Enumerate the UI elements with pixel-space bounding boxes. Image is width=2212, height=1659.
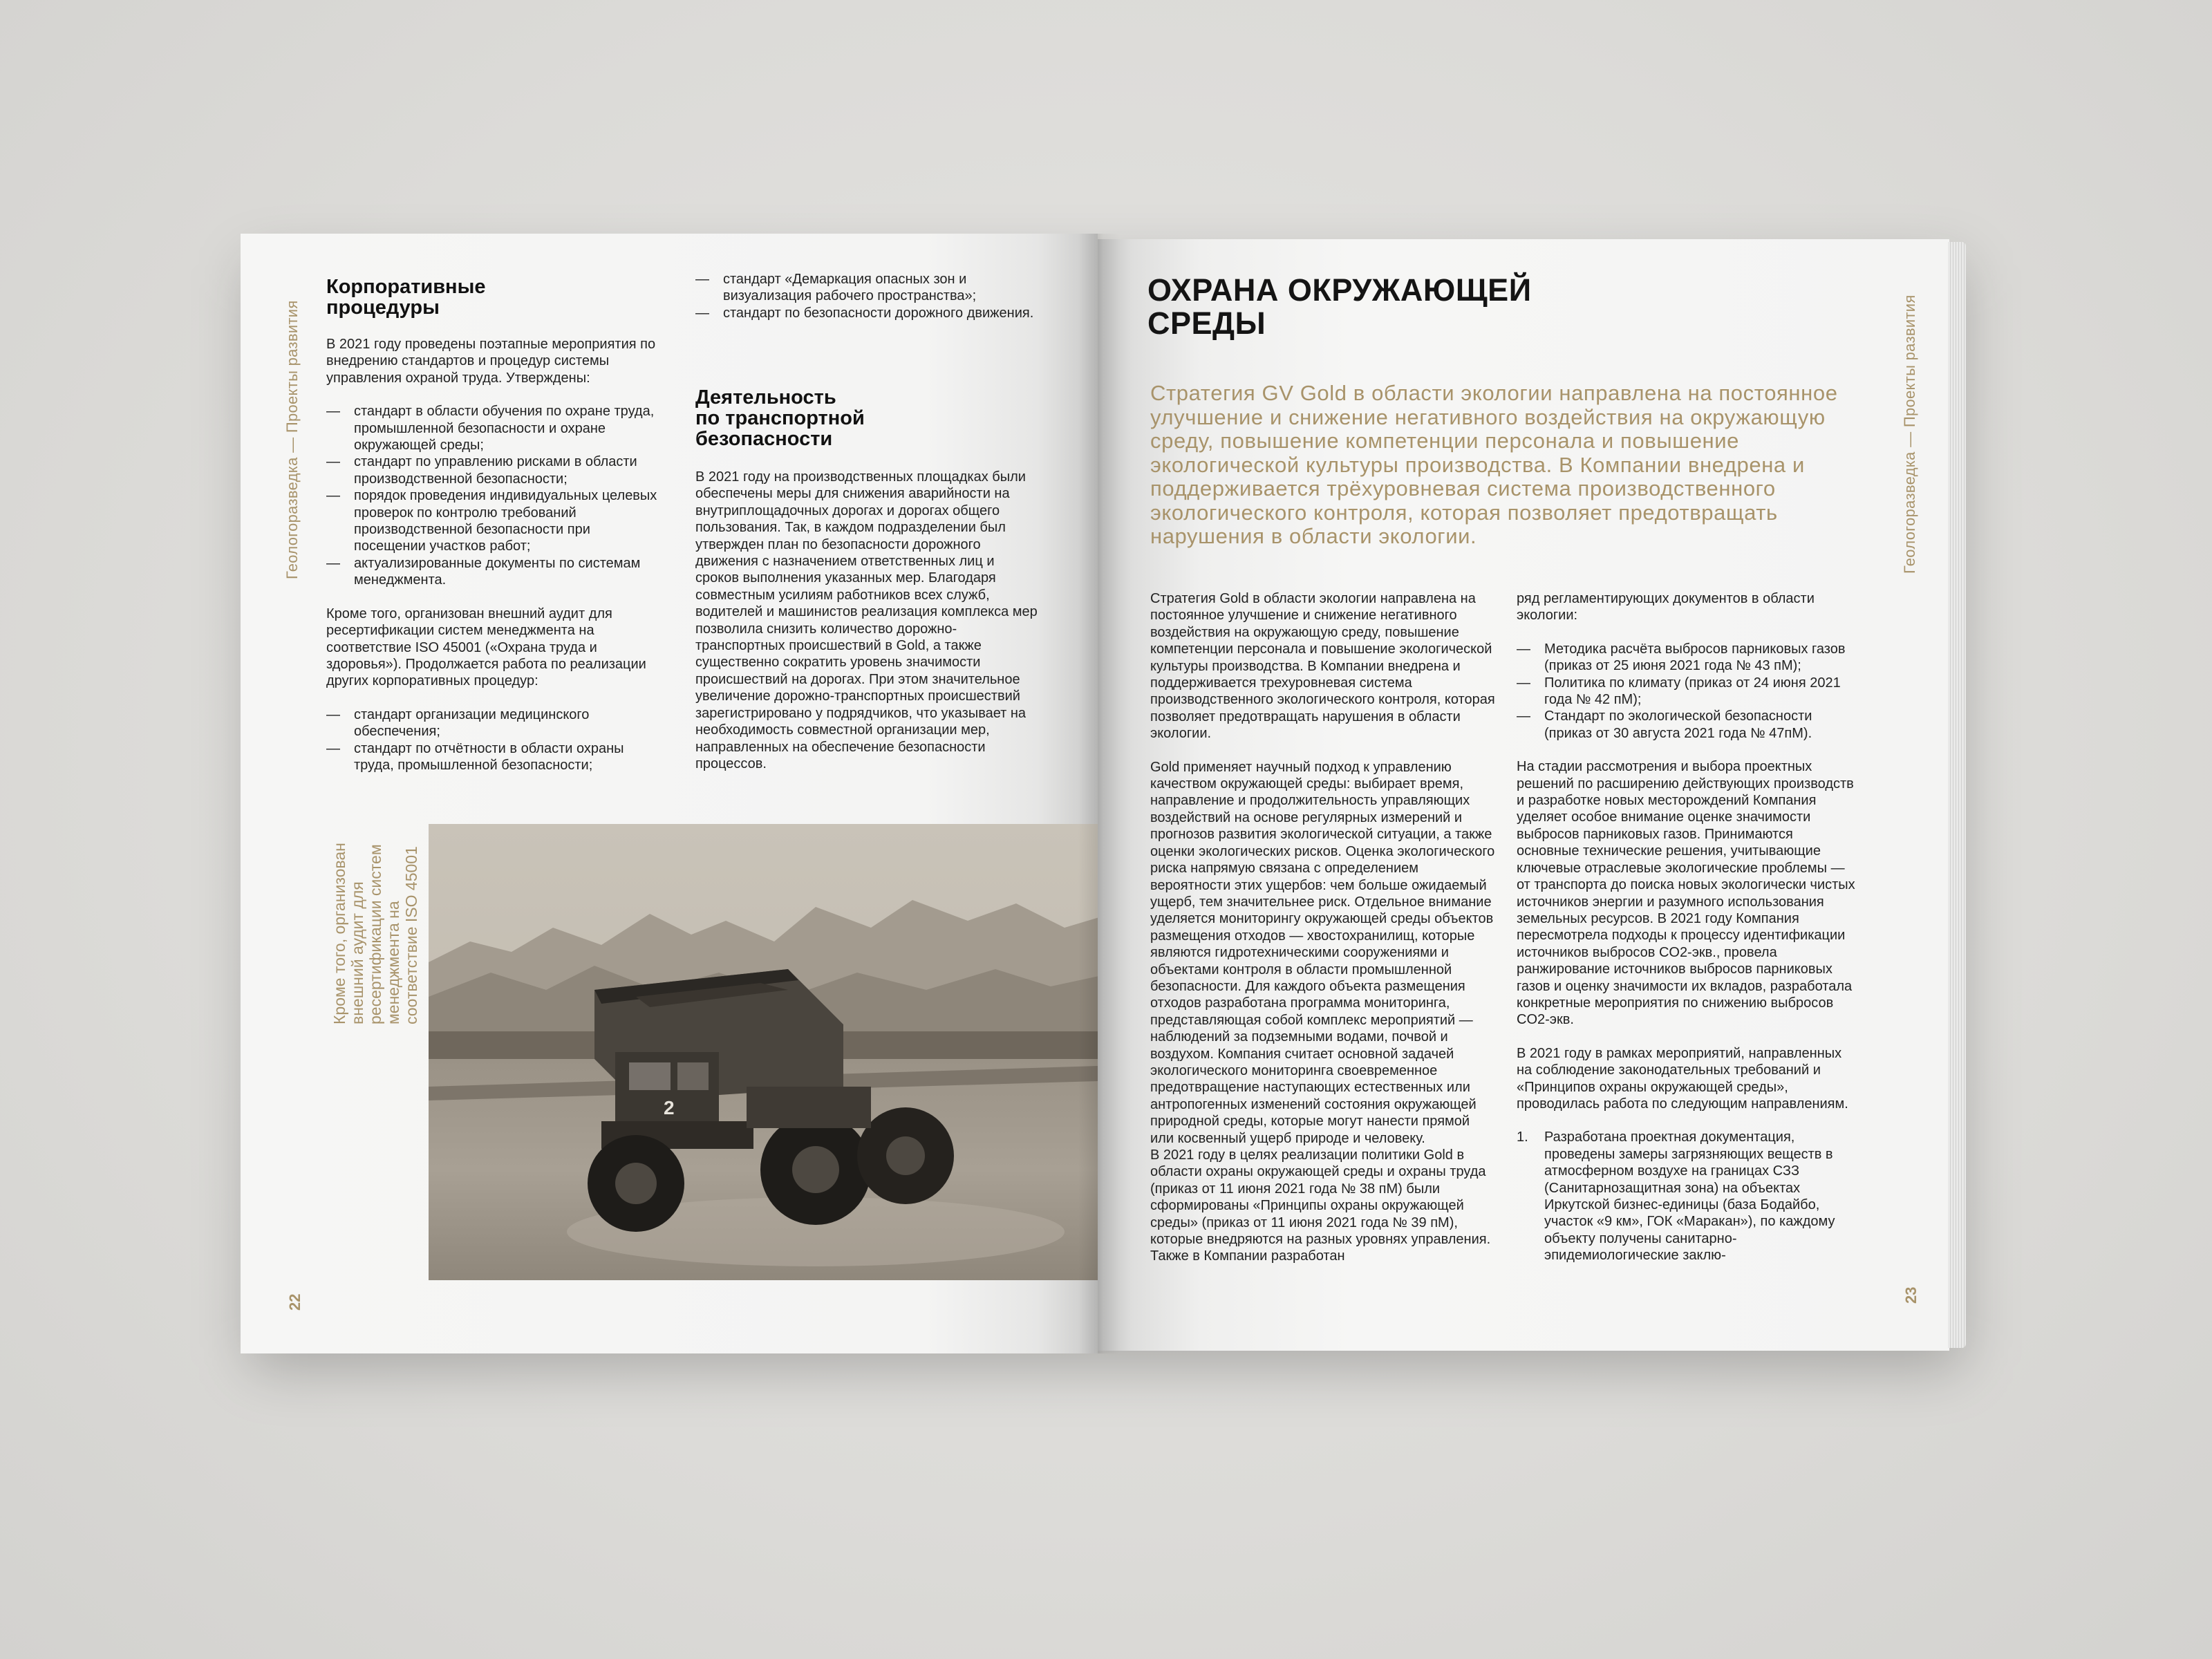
right-page <box>1098 239 1949 1351</box>
paragraph: Кроме того, организован внешний аудит для ресертификации систем менеджмента на соответствие ISO 45001 («Охрана труда и здоровья»). Продолжается работа по реализации других корпоративных процедур: <box>326 606 646 689</box>
bullet-list <box>1517 641 1855 742</box>
paragraph: В 2021 году в целях реализации политики Gold в области охраны окружающей среды и охраны труда (приказ от 11 июня 2021 года № 38 пМ) были сформированы «Принципы охраны окружающей среды» (приказ от 11 июня 2021 года № 39 пМ), которые внедряются на разных уровнях управления. Также в Компании разработан <box>1150 1147 1491 1264</box>
left-column-2-text <box>695 469 1041 789</box>
heading-line: Деятельность <box>695 386 836 409</box>
lead-paragraph: Стратегия GV Gold в области экологии направлена на постоянное улучшение и снижение негативного воздействия на окружающую среду, повышение компетенции персонала и повышение экологической культуры производства. В Компании внедрена и поддерживается трёхуровневая система производственного экологического контроля, которая позволяет предотвращать нарушения в области экологии. <box>1150 381 1838 548</box>
list-item: — стандарт в области обучения по охране труда, промышленной безопасности и охране окружающей среды; <box>326 403 665 453</box>
page-title <box>1147 274 1532 340</box>
paragraph: В 2021 году проведены поэтапные мероприятия по внедрению стандартов и процедур системы управления охраной труда. Утверждены: <box>326 337 656 386</box>
list-item: — Стандарт по экологической безопасности (приказ от 30 августа 2021 года № 47пМ). <box>1517 708 1855 742</box>
list-item: — стандарт организации медицинского обеспечения; <box>326 706 665 740</box>
bullet-list <box>695 271 1041 321</box>
pull-quote: Кроме того, организован внешний аудит для ресертификации систем менеджмента на соответствие ISO 45001 <box>330 843 420 1024</box>
truck-photo-illustration <box>429 824 1098 1280</box>
title-line: ОХРАНА ОКРУЖАЮЩЕЙ <box>1147 272 1532 308</box>
list-item: — порядок проведения индивидуальных целевых проверок по контролю требований производственной безопасности при посещении участков работ; <box>326 487 665 555</box>
list-item: — стандарт «Демаркация опасных зон и визуализация рабочего пространства»; <box>695 271 1041 305</box>
left-running-header: Геологоразведка — Проекты развития <box>283 300 301 579</box>
list-item: — стандарт по управлению рисками в области производственной безопасности; <box>326 453 665 487</box>
list-item: — Политика по климату (приказ от 24 июня 2021 года № 42 пМ); <box>1517 675 1855 709</box>
list-item: — актуализированные документы по системам менеджмента. <box>326 555 665 589</box>
heading-line: Корпоративные <box>326 276 486 298</box>
right-column-2 <box>1517 590 1855 1264</box>
right-column-1 <box>1150 590 1496 1282</box>
right-running-header: Геологоразведка — Проекты развития <box>1901 294 1918 574</box>
numbered-list <box>1517 1129 1855 1264</box>
heading-corporate-procedures <box>326 276 485 318</box>
mining-truck-photo <box>429 824 1098 1280</box>
left-column-1 <box>326 336 665 790</box>
left-column-2-bullets <box>695 271 1041 338</box>
paragraph: Gold применяет научный подход к управлению качеством окружающей среды: выбирает время, направление и продолжительность управляющих воздействий на основе регулярных измерений и прогнозов развития экологической ситуации, а также оценки экологических рисков. Оценка экологического риска напрямую связана с определением вероятности этих ущербов: чем больше ожидаемый ущерб, тем значительнее риск. Отдельное внимание уделяется мониторингу окружающей среды объектов размещения отходов — хвостохранилищ, которые являются гидротехническими сооружениями и объектами контроля в области промышленной безопасности. Для каждого объекта размещения отходов разработана программа мониторинга, представляющая собой комплекс мероприятий — наблюдений за подземными водами, почвой и воздухом. Компания считает основной задачей экологического мониторинга своевременное предотвращение наступающих естественных или антропогенных изменений состояния окружающей природной среды, которые могут нанести прямой или косвенный ущерб природе и человеку. <box>1150 759 1495 1146</box>
list-item: — Методика расчёта выбросов парниковых газов (приказ от 25 июня 2021 года № 43 пМ); <box>1517 641 1855 675</box>
paragraph: Стратегия Gold в области экологии направлена на постоянное улучшение и снижение негативного воздействия на окружающую среду, повышение компетенции персонала и повышение экологической культуры производства. В Компании внедрена и поддерживается трехуровневая система производственного экологического контроля, которая позволяет предотвращать нарушения в области экологии. <box>1150 591 1495 742</box>
heading-transport-safety <box>695 387 865 449</box>
bullet-list <box>326 403 665 588</box>
left-page <box>241 234 1098 1353</box>
heading-line: безопасности <box>695 428 833 450</box>
list-item: — стандарт по безопасности дорожного движения. <box>695 305 1041 321</box>
right-page-number: 23 <box>1902 1286 1920 1304</box>
bullet-list <box>326 706 665 774</box>
heading-line: по транспортной <box>695 407 865 429</box>
truck-number: 2 <box>664 1097 675 1118</box>
paragraph: В 2021 году на производственных площадках были обеспечены меры для снижения аварийности на внутриплощадочных дорогах и дорогах общего пользования. Так, в каждом подразделении был утвержден план по безопасности дорожного движения с назначением ответственных лиц и сроков выполнения указанных мер. Благодаря совместным усилиям работников всех служб, водителей и машинистов реализация комплекса мер позволила снизить количество дорожно-транспортных происшествий в Gold, а также существенно сократить уровень значимости происшествий на дорогах. При этом значительное увеличение дорожно-транспортных происшествий зарегистрировано у подрядчиков, что указывает на необходимость совместной организации мер, направленных на обеспечение безопасности процессов. <box>695 469 1038 771</box>
list-item: — стандарт по отчётности в области охраны труда, промышленной безопасности; <box>326 740 665 774</box>
paragraph: ряд регламентирующих документов в области экологии: <box>1517 591 1815 624</box>
list-item: 1. Разработана проектная документация, проведены замеры загрязняющих веществ в атмосферном воздухе на границах СЗЗ (Санитарнозащитная зона) на объектах Иркутской бизнес-единицы (база Бодайбо, участок «9 км», ГОК «Маракан»), по каждому объекту получены санитарно-эпидемиологические заклю- <box>1517 1129 1855 1264</box>
paragraph: На стадии рассмотрения и выбора проектных решений по расширению действующих производств и разработке новых месторождений Компания уделяет особое внимание оценке значимости выбросов парниковых газов. Принимаются основные технические решения, учитывающие ключевые отраслевые экологические проблемы — от транспорта до поиска новых экологически чистых источников энергии и разумного использования земельных ресурсов. В 2021 году Компания пересмотрела подходы к процессу идентификации источников выбросов CO2-экв., провела ранжирование источников выбросов парниковых газов и оценку значимости их вкладов, разработала конкретные мероприятия по снижению выбросов CO2-экв. <box>1517 759 1855 1028</box>
page-stack-edge <box>1948 242 1966 1348</box>
paragraph: В 2021 году в рамках мероприятий, направленных на соблюдение законодательных требований и «Принципов охраны окружающей среды», проводилась работа по следующим направлениям. <box>1517 1045 1848 1112</box>
left-page-number: 22 <box>286 1293 303 1311</box>
title-line: СРЕДЫ <box>1147 306 1266 341</box>
heading-line: процедуры <box>326 297 440 319</box>
spine-shadow <box>1078 234 1120 1353</box>
